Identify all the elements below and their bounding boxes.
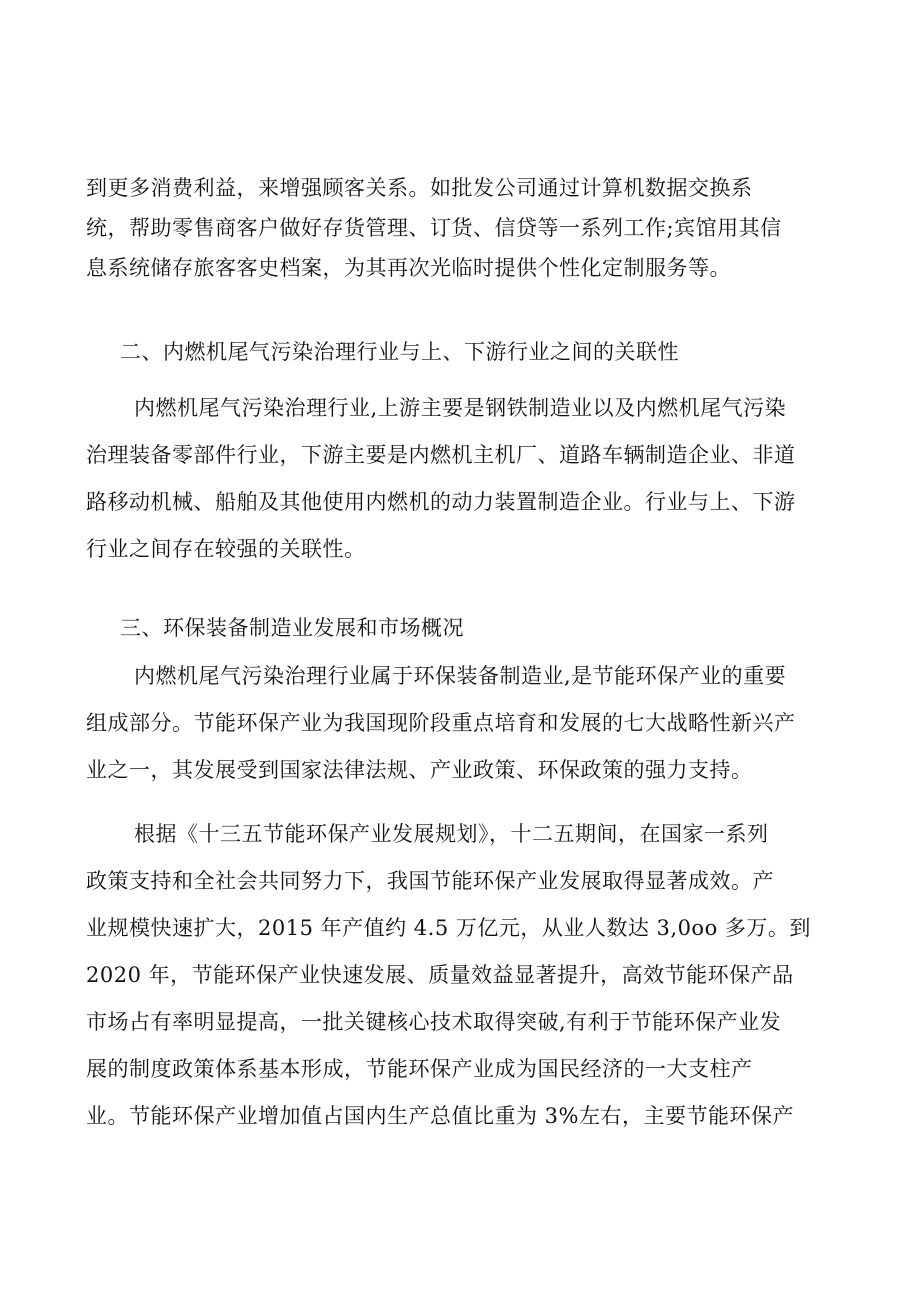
text-line: 业。节能环保产业增加值占国内生产总值比重为 3%左右，主要节能环保产 xyxy=(86,1104,794,1128)
text-line: 业规模快速扩大，2015 年产值约 4.5 万亿元，从业人数达 3,0oo 多万。到 xyxy=(86,916,811,940)
text-line: 业之一，其发展受到国家法律法规、产业政策、环保政策的强力支持。 xyxy=(86,758,753,782)
text-line: 路移动机械、船舶及其他使用内燃机的动力装置制造企业。行业与上、下游 xyxy=(86,490,796,514)
section-heading: 三、环保装备制造业发展和市场概况 xyxy=(120,616,464,640)
text-line: 政策支持和全社会共同努力下，我国节能环保产业发展取得显著成效。产 xyxy=(86,869,774,893)
text-line: 根据《十三五节能环保产业发展规划》，十二五期间，在国家一系列 xyxy=(134,822,769,846)
text-line: 市场占有率明显提高，一批关键核心技术取得突破,有利于节能环保产业发 xyxy=(86,1010,782,1034)
section-heading: 二、内燃机尾气污染治理行业与上、下游行业之间的关联性 xyxy=(120,340,679,364)
text-line: 行业之间存在较强的关联性。 xyxy=(86,537,366,561)
text-line: 内燃机尾气污染治理行业属于环保装备制造业,是节能环保产业的重要 xyxy=(134,664,787,688)
text-line: 统，帮助零售商客户做好存货管理、订货、信贷等一系列工作;宾馆用其信 xyxy=(86,216,782,240)
text-line: 展的制度政策体系基本形成，节能环保产业成为国民经济的一大支柱产 xyxy=(86,1057,753,1081)
text-line: 组成部分。节能环保产业为我国现阶段重点培育和发展的七大战略性新兴产 xyxy=(86,711,796,735)
text-line: 到更多消费利益，来增强顾客关系。如批发公司通过计算机数据交换系 xyxy=(86,176,753,200)
text-line: 2020 年，节能环保产业快速发展、质量效益显著提升，高效节能环保产品 xyxy=(86,963,794,987)
text-line: 息系统储存旅客客史档案，为其再次光临时提供个性化定制服务等。 xyxy=(86,256,731,280)
text-line: 内燃机尾气污染治理行业,上游主要是钢铁制造业以及内燃机尾气污染 xyxy=(134,396,787,420)
text-line: 治理装备零部件行业，下游主要是内燃机主机厂、道路车辆制造企业、非道 xyxy=(86,443,796,467)
